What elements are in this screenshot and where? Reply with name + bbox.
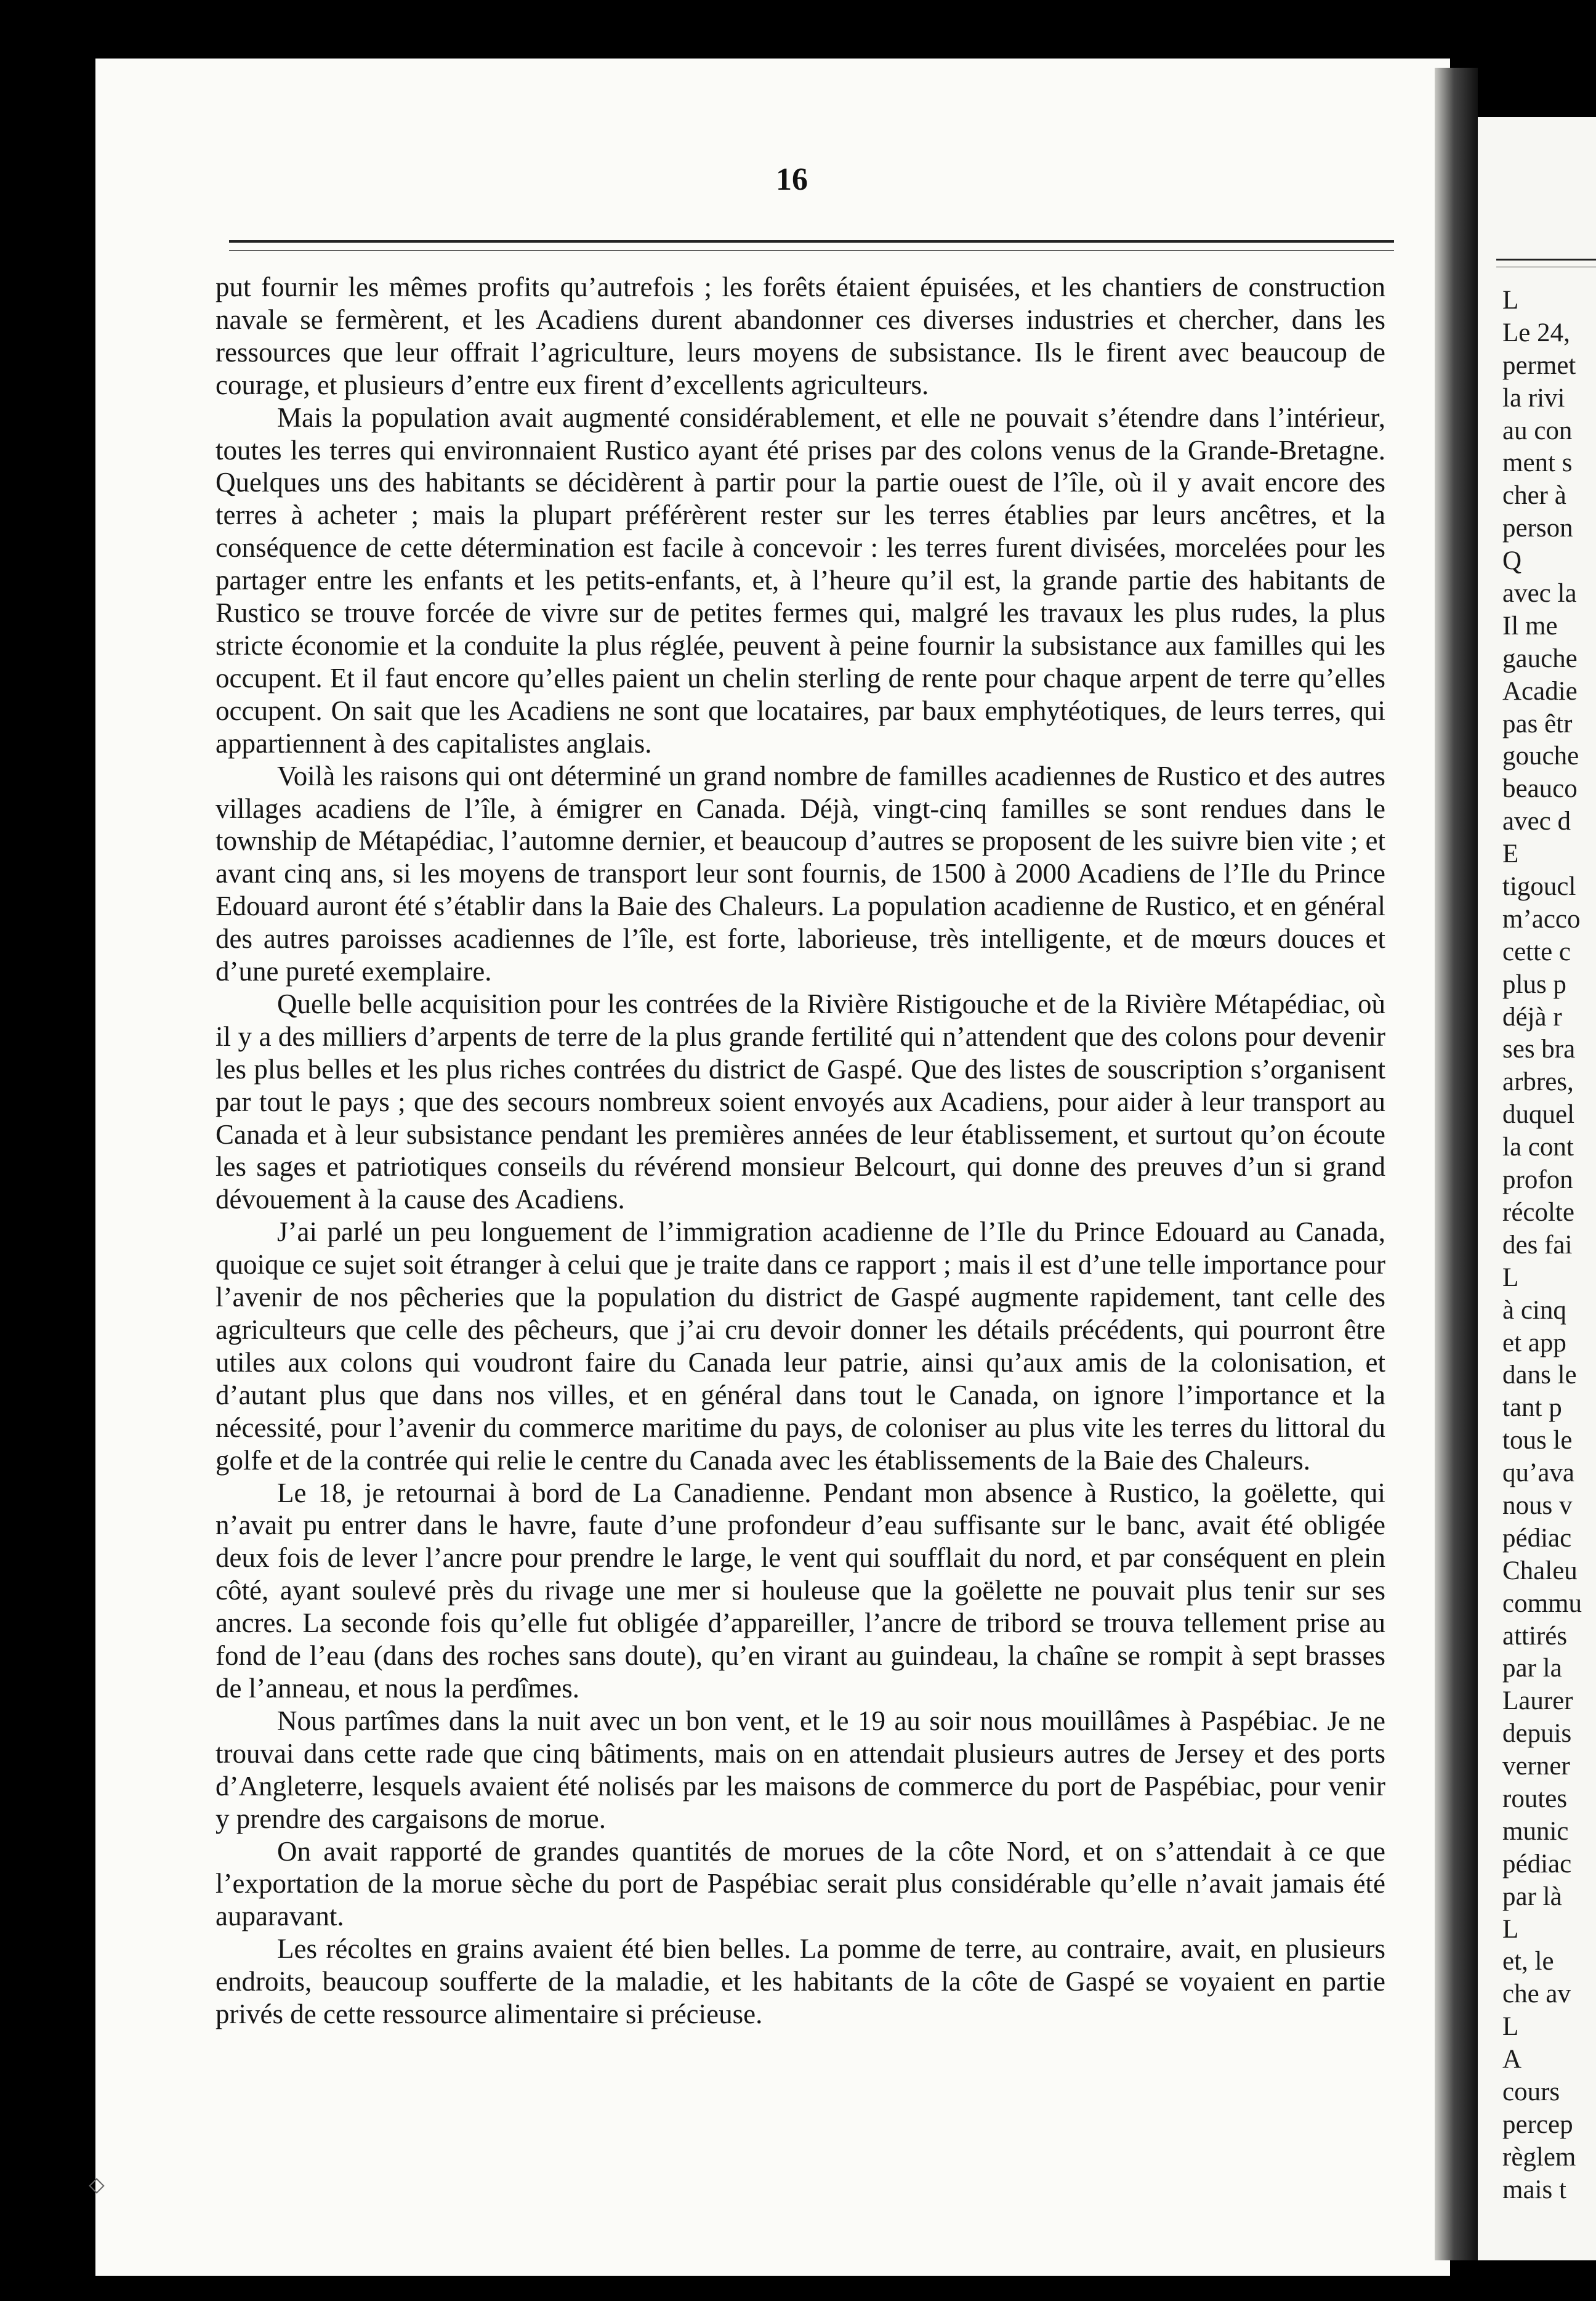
adjacent-page-line: duquel xyxy=(1502,1100,1575,1130)
paragraph: J’ai parlé un peu longuement de l’immigration acadienne de l’Ile du Prince Edouard au Canada, quoique ce sujet soit étranger à celui que je traite dans ce rapport ; mais il est d’une telle importance pour l’avenir de nos pêcheries que la population du district de Gaspé augmente rapidement, tant celle des agriculteurs que celle des pêcheurs, que j’ai cru devoir donner les détails précédents, qui pourront être utiles aux colons qui voudront faire du Canada leur patrie, ainsi qu’aux amis de la colonisation, et d’autant plus que dans nos villes, et en général dans tout le Canada, on ignore l’importance et la nécessité, pour l’avenir du commerce maritime du pays, de coloniser au plus vite les terres du littoral du golfe et de la contrée qui relie le centre du Canada avec les établissements de la Baie des Chaleurs. xyxy=(216,1216,1385,1476)
adjacent-page-line: Chaleu xyxy=(1502,1556,1578,1585)
adjacent-page-line: nous v xyxy=(1502,1490,1573,1520)
adjacent-page-line: L xyxy=(1502,286,1519,315)
adjacent-page-line: par là xyxy=(1502,1882,1562,1911)
adjacent-page-line: munic xyxy=(1502,1816,1569,1846)
adjacent-page-line: plus p xyxy=(1502,969,1566,999)
adjacent-page-line: des fai xyxy=(1502,1230,1573,1260)
adjacent-page-line: cours xyxy=(1502,2077,1560,2106)
adjacent-page-line: person xyxy=(1502,514,1573,543)
adjacent-page-line: verner xyxy=(1502,1752,1570,1781)
adjacent-page-line: tigoucl xyxy=(1502,872,1576,902)
adjacent-page-line: dans le xyxy=(1502,1361,1577,1390)
adjacent-page-line: Q xyxy=(1502,546,1522,576)
book-gutter xyxy=(1435,68,1478,2260)
adjacent-page-line: avec la xyxy=(1502,579,1577,609)
adjacent-page-line: pédiac xyxy=(1502,1849,1572,1878)
paragraph: On avait rapporté de grandes quantités de morues de la côte Nord, et on s’attendait à ce que l’exportation de la morue sèche du port de Paspébiac serait plus considérable qu’elle n’avait jamais été auparavant. xyxy=(216,1835,1385,1932)
adjacent-page-line: tous le xyxy=(1502,1426,1573,1455)
adjacent-page-line: che av xyxy=(1502,1980,1571,2009)
adjacent-page-line: percep xyxy=(1502,2109,1573,2139)
adjacent-page-line: arbres, xyxy=(1502,1067,1574,1097)
adjacent-page-line: et, le xyxy=(1502,1947,1554,1976)
adjacent-page-line: permet xyxy=(1502,350,1576,380)
adjacent-page-header-rule xyxy=(1496,259,1596,267)
adjacent-page-line: déjà r xyxy=(1502,1002,1562,1032)
adjacent-page-line: ses bra xyxy=(1502,1035,1576,1064)
body-text xyxy=(216,271,1385,2031)
adjacent-page-line: mais t xyxy=(1502,2175,1566,2204)
adjacent-page-line: à cinq xyxy=(1502,1295,1566,1325)
adjacent-page-line: pas êtr xyxy=(1502,709,1573,738)
adjacent-page-line: cher à xyxy=(1502,481,1566,511)
adjacent-page-line: Il me xyxy=(1502,611,1558,641)
adjacent-page-line: A xyxy=(1502,2045,1522,2074)
adjacent-page-line: cette c xyxy=(1502,937,1571,966)
adjacent-page-line: la cont xyxy=(1502,1133,1574,1162)
adjacent-page-line: E xyxy=(1502,839,1519,869)
adjacent-page-line: profon xyxy=(1502,1165,1573,1195)
adjacent-page-line: par la xyxy=(1502,1654,1562,1683)
adjacent-page-line: L xyxy=(1502,2012,1519,2042)
paragraph: Les récoltes en grains avaient été bien belles. La pomme de terre, au contraire, avait, en plusieurs endroits, beaucoup soufferte de la maladie, et les habitants de la côte de Gaspé se voyaient en partie privés de cette ressource alimentaire si précieuse. xyxy=(216,1933,1385,2030)
paragraph: Le 18, je retournai à bord de La Canadienne. Pendant mon absence à Rustico, la goëlette, qui n’avait pu entrer dans le havre, faute d’une profondeur d’eau suffisante sur le banc, avait été obligée deux fois de lever l’ancre pour prendre le large, le vent qui soufflait du nord, et par conséquent en plein côté, ayant soulevé près du rivage une mer si houleuse que la goëlette ne pouvait plus tenir sur ses ancres. La seconde fois qu’elle fut obligée d’appareiller, l’ancre de tribord se trouva tellement prise au fond de l’eau (dans des roches sans doute), qu’en virant au guindeau, la chaîne se rompit à sept brasses de l’anneau, et nous la perdîmes. xyxy=(216,1477,1385,1704)
adjacent-page-line: commu xyxy=(1502,1588,1582,1618)
adjacent-page-line: pédiac xyxy=(1502,1523,1572,1553)
adjacent-page-line: ment s xyxy=(1502,448,1573,478)
adjacent-page-line: routes xyxy=(1502,1784,1568,1813)
adjacent-page-text xyxy=(1502,285,1596,2207)
adjacent-page-line: Le 24, xyxy=(1502,318,1570,347)
paragraph: Mais la population avait augmenté considérablement, et elle ne pouvait s’étendre dans l’intérieur, toutes les terres qui environnaient Rustico ayant été prises par des colons venus de la Grande-Bretagne. Quelques uns des habitants se décidèrent à partir pour la partie ouest de l’île, où il y avait encore des terres à acheter ; mais la plupart préférèrent rester sur les terres établies par leurs ancêtres, et la conséquence de cette détermination est facile à concevoir : les terres furent divisées, morcelées pour les partager entre les enfants et les petits-enfants, et, à l’heure qu’il est, la grande partie des habitants de Rustico se trouve forcée de vivre sur de petites fermes qui, malgré les travaux les plus rudes, la plus stricte économie et la conduite la plus réglée, peuvent à peine fournir la subsistance aux familles qui les occupent. Et il faut encore qu’elles paient un chelin sterling de rente pour chaque arpent de terre qu’elles occupent. On sait que les Acadiens ne sont que locataires, par baux emphytéotiques, de leurs terres, qui appartiennent à des capitalistes anglais. xyxy=(216,402,1385,759)
adjacent-page-line: et app xyxy=(1502,1328,1566,1357)
paragraph: Nous partîmes dans la nuit avec un bon vent, et le 19 au soir nous mouillâmes à Paspébiac. Je ne trouvai dans cette rade que cinq bâtiments, mais on en attendait plusieurs autres de Jersey et des ports d’Angleterre, lesquels avaient été nolisés par les maisons de commerce du port de Paspébiac, pour venir y prendre des cargaisons de morue. xyxy=(216,1705,1385,1834)
adjacent-page-line: avec d xyxy=(1502,807,1571,836)
header-rule xyxy=(229,240,1394,251)
adjacent-page-line: gauche xyxy=(1502,644,1578,673)
adjacent-page-line: beauco xyxy=(1502,774,1578,804)
page-number: 16 xyxy=(776,162,808,197)
adjacent-page xyxy=(1478,117,1596,2260)
adjacent-page-line: qu’ava xyxy=(1502,1458,1574,1488)
adjacent-page-line: Acadie xyxy=(1502,676,1578,706)
adjacent-page-line: règlem xyxy=(1502,2142,1576,2172)
adjacent-page-line: L xyxy=(1502,1914,1519,1944)
adjacent-page-line: attirés xyxy=(1502,1621,1568,1651)
adjacent-page-line: gouche xyxy=(1502,742,1579,771)
adjacent-page-line: L xyxy=(1502,1263,1519,1292)
adjacent-page-line: récolte xyxy=(1502,1197,1574,1227)
adjacent-page-line: depuis xyxy=(1502,1719,1572,1749)
paragraph: Quelle belle acquisition pour les contrées de la Rivière Ristigouche et de la Rivière Métapédiac, où il y a des milliers d’arpents de terre de la plus grande fertilité qui n’attendent que des colons pour devenir les plus belles et les plus riches contrées du district de Gaspé. Que des listes de souscription s’organisent par tout le pays ; que des secours nombreux soient envoyés aux Acadiens, pour aider à leur transport au Canada et à leur subsistance pendant les premières années de leur établissement, et surtout qu’on écoute les sages et patriotiques conseils du révérend monsieur Belcourt, qui donne des preuves d’un si grand dévouement à la cause des Acadiens. xyxy=(216,988,1385,1215)
adjacent-page-line: m’acco xyxy=(1502,904,1581,934)
adjacent-page-line: Laurer xyxy=(1502,1686,1573,1716)
adjacent-page-line: la rivi xyxy=(1502,383,1565,413)
adjacent-page-line: au con xyxy=(1502,416,1573,445)
paragraph-continuation: put fournir les mêmes profits qu’autrefois ; les forêts étaient épuisées, et les chantiers de construction navale se fermèrent, et les Acadiens durent abandonner ces diverses industries et chercher, dans les ressources que leur offrait l’agriculture, leurs moyens de subsistance. Ils le firent avec beaucoup de courage, et plusieurs d’entre eux firent d’excellents agriculteurs. xyxy=(216,272,1385,400)
adjacent-page-line: tant p xyxy=(1502,1393,1562,1423)
paragraph: Voilà les raisons qui ont déterminé un grand nombre de familles acadiennes de Rustico et des autres villages acadiens de l’île, à émigrer en Canada. Déjà, vingt-cinq familles se sont rendues dans le township de Métapédiac, l’automne dernier, et beaucoup d’autres se proposent de les suivre bien vite ; et avant cinq ans, si les moyens de transport leur sont fournis, de 1500 à 2000 Acadiens de l’Ile du Prince Edouard auront été s’établir dans la Baie des Chaleurs. La population acadienne de Rustico, et en général des autres paroisses acadiennes de l’île, est forte, laborieuse, très intelligente, et de mœurs douces et d’une pureté exemplaire. xyxy=(216,760,1385,987)
